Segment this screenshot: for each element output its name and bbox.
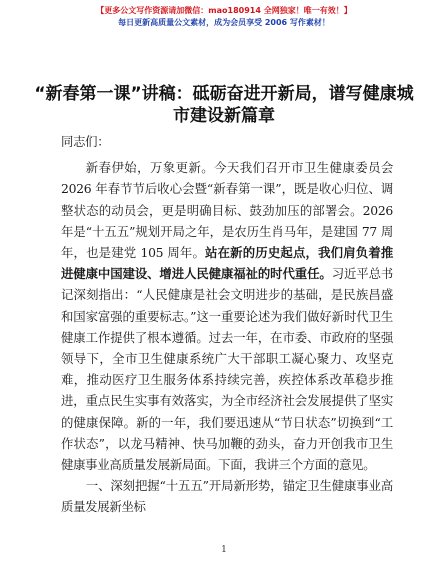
- promo-banner-line2: 每日更新高质量公文素材，成为会员享受 2006 写作素材！: [118, 18, 330, 27]
- page-number: 1: [221, 545, 227, 555]
- paragraph-segment-1: 新春伊始，万象更新。今天我们召开市卫生健康委员会 2026 年春节节后收心会暨“新春第一课”，既是收心归位、调整状态的动员会，更是明确目标、鼓劲加压的部署会。2026 年是“十五五”规划开局之年，是农历生肖马年，是建国 77 周年，也是建党 105 周年。: [61, 160, 393, 261]
- section-heading-1: 一、深刻把握“十五五”开局新形势，锚定卫生健康事业高质量发展新坐标: [61, 478, 393, 515]
- document-title: “新春第一课”讲稿：砥砺奋进开新局，谱写健康城市建设新篇章: [34, 84, 414, 126]
- promo-banner: [0, 5, 448, 29]
- salutation: 同志们：: [61, 134, 110, 149]
- body-paragraph: [61, 157, 393, 475]
- promo-banner-line1: 【更多公文写作资源请加微信：mao180914 全网独家！唯一有效！】: [96, 6, 352, 15]
- paragraph-segment-2-bold: 站在新的历史起点，我们肩负着推进健康中国建设、增进人民健康福祉的时代重任。: [61, 245, 394, 282]
- document-body: [61, 131, 393, 518]
- paragraph-segment-3: 习近平总书记深刻指出：“人民健康是社会文明进步的基础，是民族昌盛和国家富强的重要标志。”这一重要论述为我们做好新时代卫生健康工作提供了根本遵循。过去一年，在市委、市政府的坚强领导下，全市卫生健康系统广大干部职工凝心聚力、攻坚克难，推动医疗卫生服务体系持续完善，疾控体系改革稳步推进，重点民生实事有效落实，为全市经济社会发展提供了坚实的健康保障。新的一年，我们要迅速从“节日状态”切换到“工作状态”，以龙马精神、快马加鞭的劲头，奋力开创我市卫生健康事业高质量发展新局面。下面，我讲三个方面的意见。: [61, 266, 394, 473]
